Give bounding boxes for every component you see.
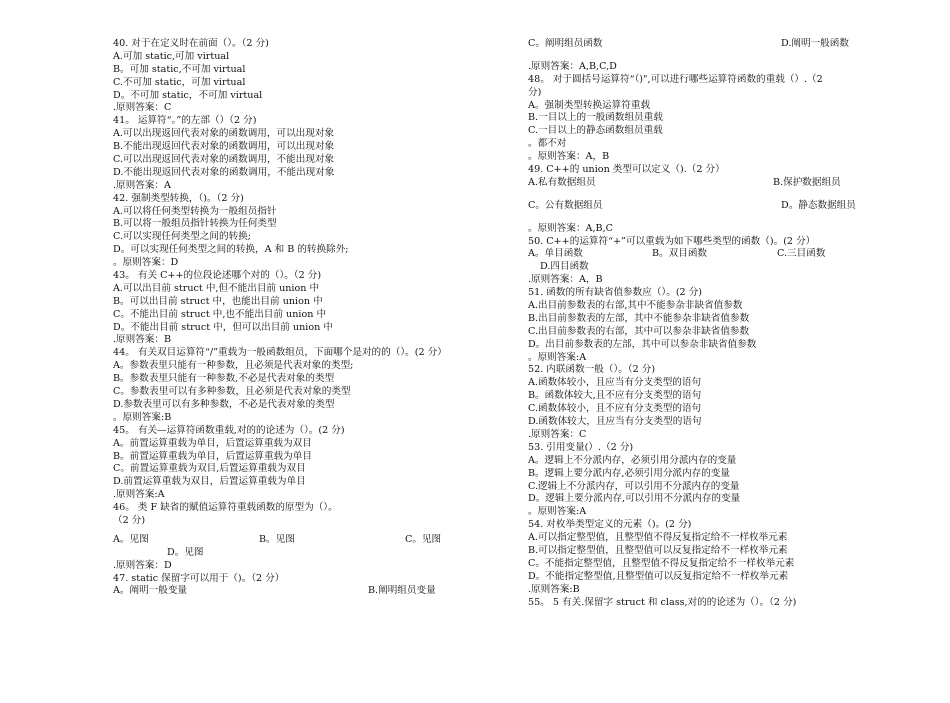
text-line: （2 分) <box>113 514 146 526</box>
text-line: .原则答案：A,B,C,D <box>528 60 617 72</box>
text-line: C.逻辑上不分派内存，可以引用不分派内存的变量 <box>528 480 740 492</box>
text-line: A.可以指定整型值，且整型值不得反复指定给不一样枚举元素 <box>528 532 788 544</box>
text-line: .原则答案：B <box>113 334 172 346</box>
text-line: 52. 内联函数一般（）。（2 分) <box>528 364 656 376</box>
text-line: D.参数表里可以有多种参数，不必是代表对象的类型 <box>113 398 335 410</box>
q46-answer: .原则答案：D <box>113 559 172 571</box>
text-line: B.不能出现返回代表对象的函数调用，可以出现对象 <box>113 141 335 153</box>
text-line: D.不能出现返回代表对象的函数调用，不能出现对象 <box>113 166 335 178</box>
text-line: C.可以实现任何类型之间的转换; <box>113 231 251 243</box>
text-line: C.不可加 static，可加 virtual <box>113 76 246 88</box>
text-line: A。逻辑上不分派内存，必须引用分派内存的变量 <box>528 454 737 466</box>
text-line: 54. 对枚举类型定义的元素（)。(2 分) <box>528 519 692 531</box>
q47-option-a: A。阐明一般变量 <box>113 585 188 597</box>
q46-options-row-1 <box>113 534 508 547</box>
text-line: 50. C++的运算符“+”可以重载为如下哪些类型的函数（)。(2 分） <box>528 235 816 247</box>
q49-option-d: D。静态数据组员 <box>781 199 856 211</box>
q49-option-a: A.私有数据组员 <box>528 176 596 188</box>
text-line: C.可以出现返回代表对象的函数调用，不能出现对象 <box>113 154 335 166</box>
text-line: 46。 类 F 缺省的赋值运算符重载函数的原型为（）。 <box>113 502 338 514</box>
text-line: .原则答案:A <box>113 489 165 501</box>
text-line: 51. 函数的所有缺省值参数应（）。(2 分) <box>528 287 703 299</box>
text-line: A.可以出目前 struct 中,但不能出目前 union 中 <box>113 282 320 294</box>
q47-option-d: D.阐明一般函数 <box>781 38 849 49</box>
text-line: B。可加 static,不可加 virtual <box>113 63 246 75</box>
text-line: C.函数体较小，且不应有分支类型的语句 <box>528 403 702 415</box>
text-line: D。不能指定整型值,且整型值可以反复指定给不一样枚举元素 <box>528 570 789 582</box>
text-line: D。不能出目前 struct 中，但可以出目前 union 中 <box>113 321 333 333</box>
q47-options-row <box>113 585 508 598</box>
text-line: B.一目以上的一般函数组员重载 <box>528 112 663 124</box>
text-line: C。参数表里可以有多种参数，且必须是代表对象的类型 <box>113 386 351 398</box>
text-line: C.一目以上的静态函数组员重载 <box>528 125 663 137</box>
text-line: C。不能指定整型值，且整型值不得反复指定给不一样枚举元素 <box>528 557 795 569</box>
right-question-lines-c <box>528 274 873 609</box>
q50-options-row-2 <box>528 261 873 274</box>
text-line: B。可以出目前 struct 中，也能出目前 union 中 <box>113 295 323 307</box>
text-line: 。原则答案：A，B <box>528 151 610 163</box>
text-line: C。不能出目前 struct 中,也不能出目前 union 中 <box>113 308 327 320</box>
q50-option-a: A。单目函数 <box>528 248 583 260</box>
text-line: A.可加 static,可加 virtual <box>113 50 230 62</box>
text-line: .原则答案：A <box>113 179 171 191</box>
text-line: 42. 强制类型转换，（)。（2 分) <box>113 192 244 204</box>
q49-option-b: B.保护数据组员 <box>773 176 841 188</box>
q47-question: 47. static 保留字可以用于（)。（2 分） <box>113 572 285 584</box>
text-line: 44。 有关双目运算符“/”重载为一般函数组员，下面哪个是对的的（）。(2 分） <box>113 347 447 359</box>
q50-option-c: C.三目函数 <box>777 248 826 260</box>
right-question-lines-a <box>528 61 873 177</box>
text-line: .原则答案：C <box>113 102 172 114</box>
text-line: 41。 运算符“。”的左部（）（2 分) <box>113 115 257 127</box>
text-line: 55。 5 有关.保留字 struct 和 class,对的的论述为（）。（2 分) <box>528 596 797 608</box>
q46-option-b: B。见图 <box>259 533 295 545</box>
text-line: A。强制类型转换运算符重载 <box>528 99 651 111</box>
text-line: D。不可加 static，不可加 virtual <box>113 89 263 101</box>
text-line: B。前置运算重载为单目，后置运算重载为单目 <box>113 450 312 462</box>
text-line: A。前置运算重载为单目，后置运算重载为双目 <box>113 437 312 449</box>
right-column <box>528 38 873 609</box>
text-line: .原则答案：A，B <box>528 274 603 286</box>
text-line: B.可以指定整型值，且整型值可以反复指定给不一样枚举元素 <box>528 544 788 556</box>
text-line: B.可以将一般组员指针转换为任何类型 <box>113 218 277 230</box>
text-line: D.前置运算重载为双目，后置运算重载为单目 <box>113 476 306 488</box>
text-line: C。前置运算重载为双目,后置运算重载为双目 <box>113 463 306 475</box>
text-line: 。原则答案：A,B,C <box>528 222 613 234</box>
text-line: 40. 对于在定义时在前面（）。（2 分) <box>113 38 269 49</box>
text-line: B。逻辑上要分派内存,必须引用分派内存的变量 <box>528 467 730 479</box>
text-line: D。出目前参数表的左部，其中可以参杂非缺省值参数 <box>528 338 757 350</box>
text-line: D。逻辑上要分派内存,可以引用不分派内存的变量 <box>528 493 741 505</box>
text-line: B。函数体较大,且不应有分支类型的语句 <box>528 390 702 402</box>
text-line: 49. C++的 union 类型可以定义（).（2 分） <box>528 164 725 176</box>
q47-option-c: C。阐明组员函数 <box>528 38 603 49</box>
q49-options-row-2 <box>528 200 873 213</box>
q50-option-d: D.四目函数 <box>540 261 589 273</box>
text-line: A.函数体较小，且应当有分支类型的语句 <box>528 377 702 389</box>
q49-options-row-1 <box>528 177 873 190</box>
q50-options-row-1 <box>528 248 873 261</box>
text-line: D。可以实现任何类型之间的转换，A 和 B 的转换除外; <box>113 244 349 256</box>
text-line: 43。 有关 C++的位段论述哪个对的（）。（2 分) <box>113 270 322 282</box>
text-line: B.出目前参数表的左部，其中不能参杂非缺省值参数 <box>528 312 750 324</box>
q47-option-b: B.阐明组员变量 <box>368 585 436 597</box>
q49-option-c: C。公有数据组员 <box>528 199 603 211</box>
left-question-lines <box>113 38 508 528</box>
q46-option-c: C。见图 <box>405 533 442 545</box>
text-line: 45。 有关—运算符函数重载,对的的论述为（）。(2 分) <box>113 424 345 436</box>
text-line: B。参数表里只能有一种参数,不必是代表对象的类型 <box>113 373 335 385</box>
text-line: A.可以出现返回代表对象的函数调用，可以出现对象 <box>113 128 335 140</box>
text-line: D.函数体较大，且应当有分支类型的语句 <box>528 416 702 428</box>
q46-options-row-2 <box>113 547 508 560</box>
text-line: .原则答案：C <box>528 428 587 440</box>
text-line: 。原则答案:B <box>113 411 172 423</box>
text-line: A.可以将任何类型转换为一般组员指针 <box>113 205 277 217</box>
text-line: 53. 引用变量(）.（2 分) <box>528 441 634 453</box>
text-line: 分) <box>528 86 542 98</box>
text-line: 。原则答案:A <box>528 506 587 518</box>
q47-options-row-continued <box>528 38 873 51</box>
text-line: .原则答案:B <box>528 583 580 595</box>
text-line: 。原则答案:A <box>528 351 587 363</box>
text-line: C.出目前参数表的右部，其中可以参杂非缺省值参数 <box>528 325 750 337</box>
text-line: A.出目前参数表的右部,其中不能参杂非缺省值参数 <box>528 300 743 312</box>
left-column <box>113 38 508 598</box>
q46-option-a: A。见图 <box>113 533 149 545</box>
right-question-lines-b <box>528 223 873 249</box>
text-line: A。参数表里只能有一种参数，且必须是代表对象的类型; <box>113 360 354 372</box>
text-line: 。都不对 <box>528 138 567 150</box>
q46-option-d: D。见图 <box>167 546 204 558</box>
q50-option-b: B。双目函数 <box>652 248 708 260</box>
text-line: 48。 对于圆括号运算符“（)",可以进行哪些运算符函数的重载（）.（2 <box>528 73 823 85</box>
text-line: 。原则答案：D <box>113 257 179 269</box>
